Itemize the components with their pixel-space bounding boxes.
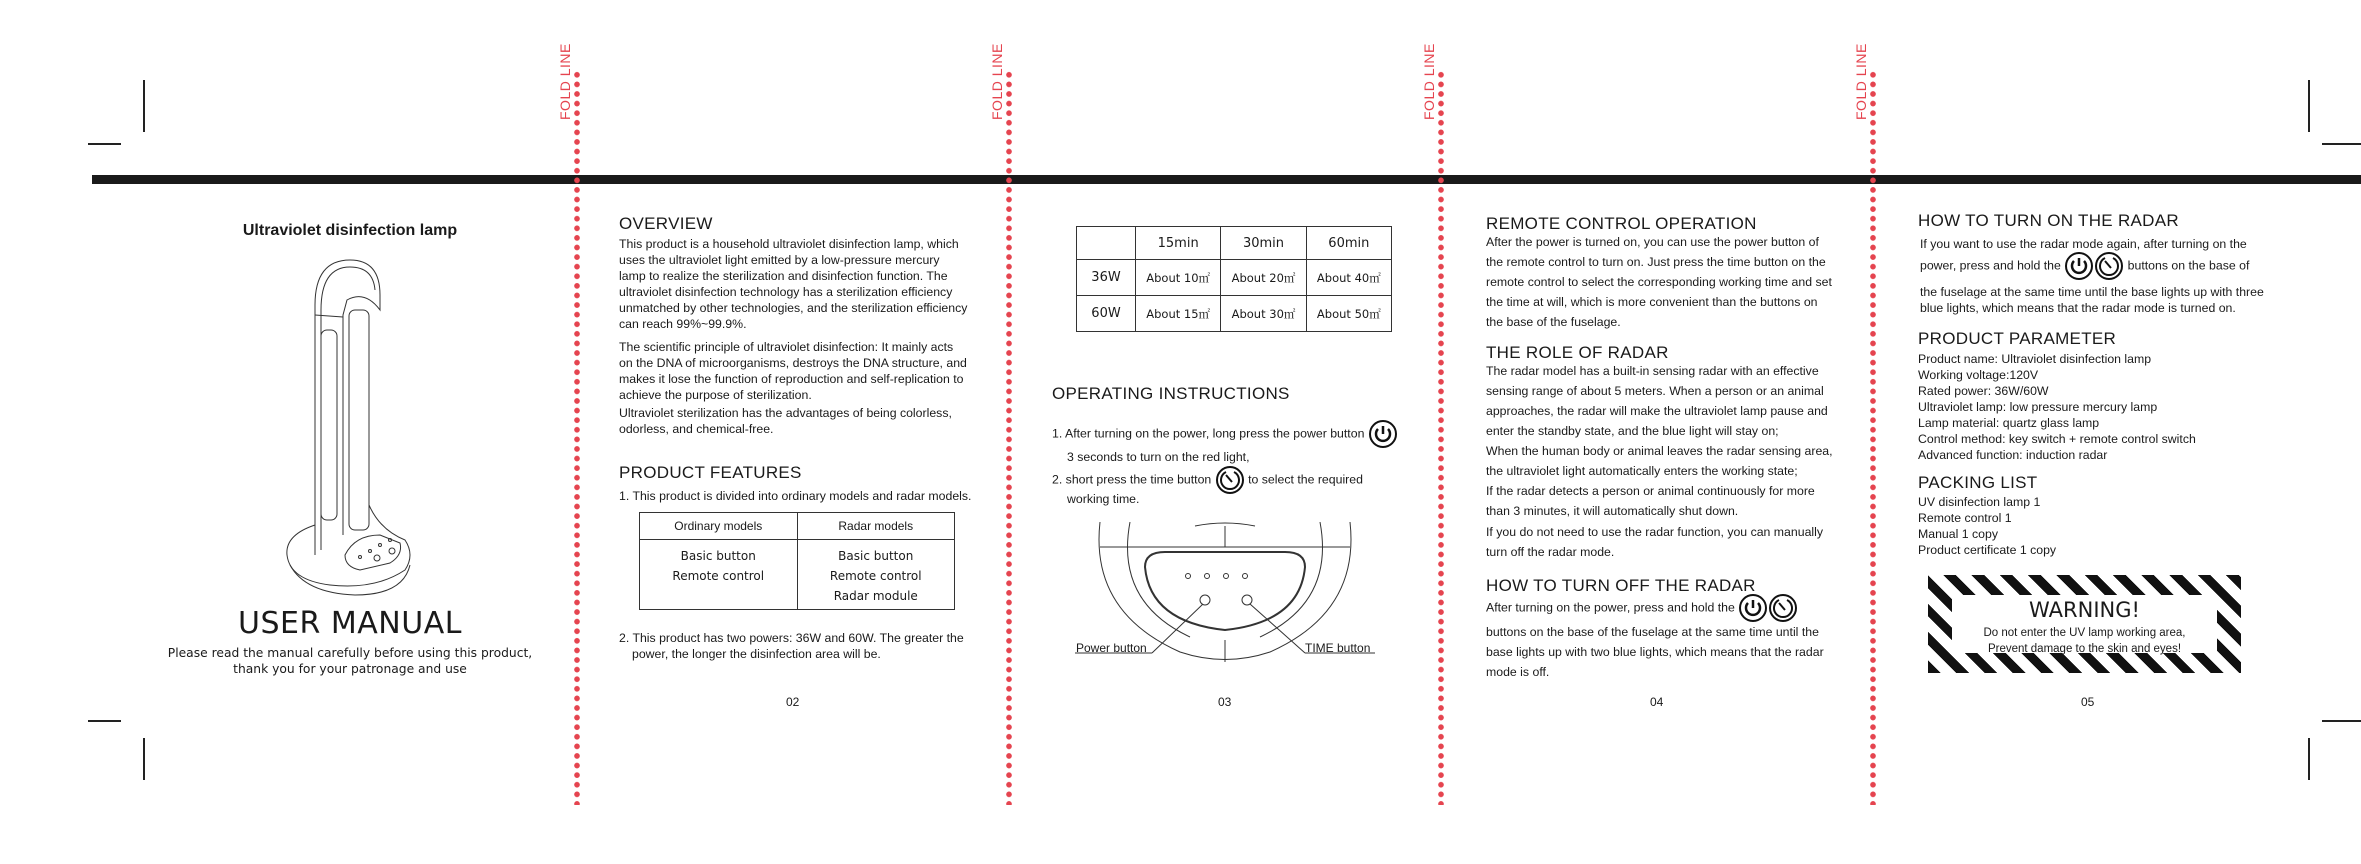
table-header: 30min [1221,227,1306,260]
radar-text: The radar model has a built-in sensing radar with an effective sensing range of about 5 meters. When a person or an animal approaches, the radar will make the ultraviolet lamp pause and enter the standby state, and the blue light will stay on; [1486,364,1828,438]
page-number: 04 [1650,695,1664,709]
fold-line [574,70,580,805]
cover-subtitle: Please read the manual carefully before using this product, [167,646,533,660]
remote-paragraph: After the power is turned on, you can use the power button of the remote control to turn on. Just press the time button on the remote control to select the corresponding working time and set the time at will, which is more convenient than the buttons on the base of the fuselage. [1486,235,1832,329]
page-number: 05 [2081,695,2095,709]
parameter-item: Product name: Ultraviolet disinfection lamp [1918,352,2152,366]
user-manual-heading: USER MANUAL [238,606,462,641]
radar-off-text: buttons on the base of the fuselage at the same time until the base lights up with two blue lights, which means that the radar mode is off. [1486,625,1824,679]
timer-icon [1215,465,1245,495]
packing-item: Manual 1 copy [1918,527,1998,541]
cell-line: Remote control [829,569,922,583]
cell-line: Basic button [680,549,756,563]
power-icon [1738,593,1768,623]
table-header: 60min [1306,227,1391,260]
table-cell: About 50㎡ [1306,296,1391,332]
radar-text: When the human body or animal leaves the radar sensing area, the ultraviolet light automatically enters the working state; [1486,444,1833,478]
instruction-step: working time. [1067,492,1140,506]
radar-heading: THE ROLE OF RADAR [1486,343,1669,362]
fold-line-label: FOLD LINE [557,43,573,120]
cell-line: Radar module [833,589,918,603]
power-button-label: Power button [1076,641,1147,655]
lamp-illustration [285,255,415,600]
text: power, press and hold the [1920,258,2061,273]
warning-text: Do not enter the UV lamp working area, [1983,627,2186,639]
overview-paragraph: The scientific principle of ultraviolet disinfection: It mainly acts on the DNA of microorganisms, destroys the DNA structure, and makes it lose the function of reproduction and self-replication to achieve the purpose of sterilization. [619,340,967,402]
radar-on-text: the fuselage at the same time until the base lights up with three blue lights, which means that the radar mode is turned on. [1920,285,2264,315]
packing-list [1918,494,2056,558]
radar-paragraph [1486,361,1841,562]
table-header: Ordinary models [640,513,798,540]
time-button-label: TIME button [1305,641,1371,655]
models-table [639,512,955,610]
table-cell: About 10㎡ [1136,260,1221,296]
radar-off-heading: HOW TO TURN OFF THE RADAR [1486,576,1756,595]
table-cell: 60W [1077,296,1136,332]
packing-item: Product certificate 1 copy [1918,543,2057,557]
timer-icon [1768,593,1798,623]
parameter-item: Control method: key switch + remote control switch [1918,432,2196,446]
packing-heading: PACKING LIST [1918,473,2038,492]
radar-off-text [1486,593,1798,623]
parameter-item: Rated power: 36W/60W [1918,384,2049,398]
radar-text: If the radar detects a person or animal continuously for more than 3 minutes, it will automatically shut down. [1486,484,1815,518]
step-text: 2. short press the time button [1052,472,1212,487]
timer-icon [2094,251,2124,281]
step-text: to select the required [1248,472,1363,487]
text: buttons on the base of [2127,258,2250,273]
table-header: 15min [1136,227,1221,260]
table-cell: About 40㎡ [1306,260,1391,296]
overview-heading: OVERVIEW [619,214,713,233]
features-heading: PRODUCT FEATURES [619,463,802,482]
parameter-item: Ultraviolet lamp: low pressure mercury lamp [1918,400,2158,414]
table-cell: About 20㎡ [1221,260,1306,296]
table-header [1077,227,1136,260]
table-cell: 36W [1077,260,1136,296]
fold-line-label: FOLD LINE [989,43,1005,120]
cell-line: Remote control [672,569,765,583]
parameter-item: Working voltage:120V [1918,368,2039,382]
table-cell: About 30㎡ [1221,296,1306,332]
crop-mark [2322,720,2361,722]
crop-mark [2308,80,2310,132]
top-black-bar [92,175,2361,184]
warning-title: WARNING! [2029,598,2140,622]
crop-mark [143,80,145,132]
overview-paragraph: This product is a household ultraviolet disinfection lamp, which uses the ultraviolet light emitted by a low-pressure mercury lamp to realize the sterilization and disinfection function. The ultraviolet disinfection technology has a sterilization efficiency unmatched by other technologies, and the sterilization efficiency can reach 99%~99.9%. [619,237,968,331]
fold-line [1870,70,1876,805]
parameter-item: Lamp material: quartz glass lamp [1918,416,2100,430]
warning-box [1928,575,2241,673]
instruction-step: 3 seconds to turn on the red light, [1067,450,1250,464]
power-icon [2064,251,2094,281]
radar-on-text [1920,251,2249,281]
page-number: 03 [1218,695,1232,709]
feature-item: power, the longer the disinfection area will be. [632,647,881,661]
radar-text: If you do not need to use the radar function, you can manually turn off the radar mode. [1486,525,1824,559]
table-header: Radar models [797,513,955,540]
parameter-heading: PRODUCT PARAMETER [1918,329,2117,348]
cell-line: Basic button [838,549,914,563]
feature-item: 1. This product is divided into ordinary models and radar models. [619,489,972,503]
text: After turning on the power, press and hold the [1486,600,1735,615]
parameter-item: Advanced function: induction radar [1918,448,2108,462]
radar-on-text: If you want to use the radar mode again, after turning on the [1920,237,2247,251]
crop-mark [2322,143,2361,145]
crop-mark [88,143,121,145]
overview-paragraph: Ultraviolet sterilization has the advantages of being colorless, odorless, and chemical-free. [619,406,952,436]
step-text: 1. After turning on the power, long press the power button [1052,426,1365,441]
cover-title: Ultraviolet disinfection lamp [242,222,458,239]
instruction-step [1052,419,1398,449]
remote-heading: REMOTE CONTROL OPERATION [1486,214,1757,233]
operating-heading: OPERATING INSTRUCTIONS [1052,384,1290,403]
table-cell: About 15㎡ [1136,296,1221,332]
area-table [1076,226,1392,332]
cover-subtitle: thank you for your patronage and use [233,662,467,676]
fold-line [1438,70,1444,805]
crop-mark [88,720,121,722]
parameter-list [1918,351,2196,463]
packing-item: UV disinfection lamp 1 [1918,495,2041,509]
radar-on-heading: HOW TO TURN ON THE RADAR [1918,211,2179,230]
table-cell-ordinary [640,540,798,610]
table-cell-radar [797,540,955,610]
page-number: 02 [786,695,800,709]
feature-item: 2. This product has two powers: 36W and 60W. The greater the [619,631,964,645]
crop-mark [2308,738,2310,780]
fold-line-label: FOLD LINE [1853,43,1869,120]
warning-text: Prevent damage to the skin and eyes! [1987,643,2182,655]
fold-line-label: FOLD LINE [1421,43,1437,120]
fold-line [1006,70,1012,805]
crop-mark [143,738,145,780]
power-icon [1368,419,1398,449]
packing-item: Remote control 1 [1918,511,2012,525]
